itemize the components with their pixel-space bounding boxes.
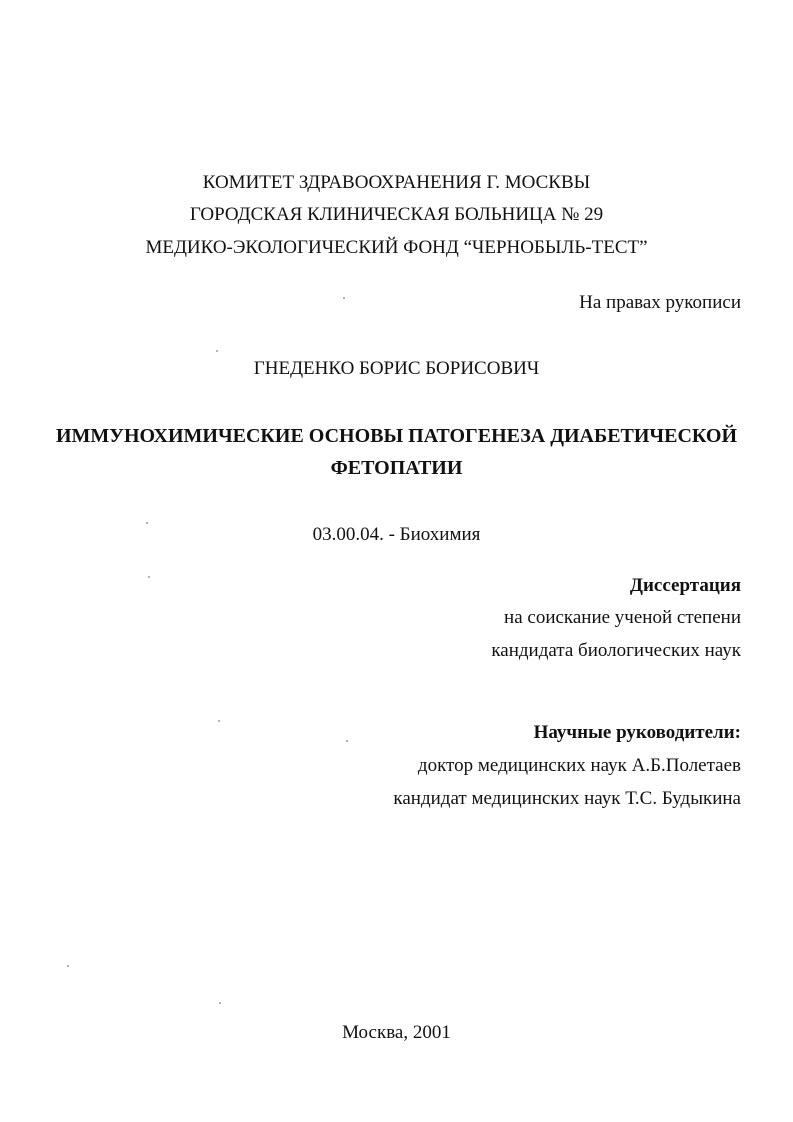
dissertation-title-line-2: ФЕТОПАТИИ (330, 457, 463, 479)
scan-speck (346, 740, 348, 742)
author-name: ГНЕДЕНКО БОРИС БОРИСОВИЧ (253, 358, 540, 379)
scan-speck (67, 965, 69, 967)
fund-line: МЕДИКО-ЭКОЛОГИЧЕСКИЙ ФОНД “ЧЕРНОБЫЛЬ-ТЕСТ” (145, 237, 648, 258)
scan-speck (219, 1002, 221, 1004)
scan-speck (146, 522, 148, 524)
scan-speck (218, 720, 220, 722)
scan-speck (343, 297, 345, 299)
scan-speck (148, 576, 150, 578)
specialty-code: 03.00.04. - Биохимия (312, 524, 481, 545)
supervisor-2: кандидат медицинских наук Т.С. Будыкина (393, 788, 741, 809)
supervisors-heading: Научные руководители: (533, 722, 741, 743)
degree-line-2: кандидата биологических наук (491, 640, 741, 661)
supervisor-1: доктор медицинских наук А.Б.Полетаев (417, 755, 741, 776)
rights-note: На правах рукописи (579, 292, 741, 313)
hospital-line: ГОРОДСКАЯ КЛИНИЧЕСКАЯ БОЛЬНИЦА № 29 (189, 204, 604, 225)
dissertation-heading: Диссертация (629, 575, 741, 596)
scan-speck (216, 350, 218, 352)
degree-line-1: на соискание ученой степени (504, 607, 741, 628)
city-year: Москва, 2001 (342, 1022, 451, 1043)
dissertation-title-line-1: ИММУНОХИМИЧЕСКИЕ ОСНОВЫ ПАТОГЕНЕЗА ДИАБЕТИЧЕСКОЙ (55, 425, 738, 447)
committee-line: КОМИТЕТ ЗДРАВООХРАНЕНИЯ Г. МОСКВЫ (202, 172, 591, 193)
